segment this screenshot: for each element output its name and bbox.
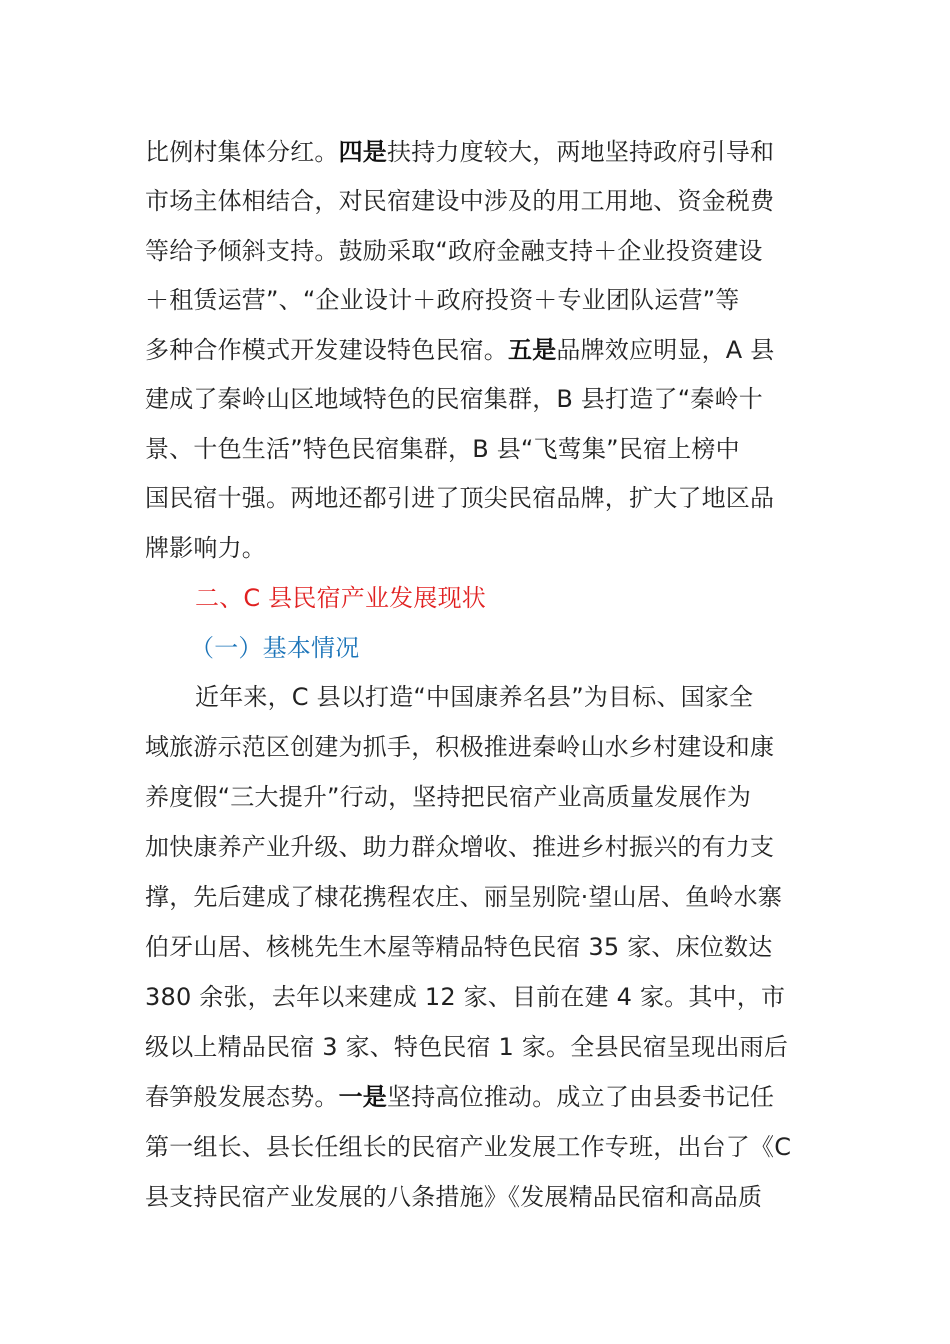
text-line: 比例村集体分红。四是扶持力度较大，两地坚持政府引导和 (145, 138, 775, 166)
text-line: 域旅游示范区创建为抓手，积极推进秦岭山水乡村建设和康 (145, 733, 775, 761)
text-line: 春笋般发展态势。一是坚持高位推动。成立了由县委书记任 (145, 1083, 775, 1111)
text-line: ＋租赁运营”、“企业设计＋政府投资＋专业团队运营”等 (145, 286, 740, 314)
text-line: 等给予倾斜支持。鼓励采取“政府金融支持＋企业投资建设 (145, 237, 763, 265)
text-line: 近年来，C 县以打造“中国康养名县”为目标、国家全 (195, 683, 754, 711)
section-heading: 二、C 县民宿产业发展现状 (195, 584, 486, 612)
text-line: 多种合作模式开发建设特色民宿。五是品牌效应明显，A 县 (145, 336, 775, 364)
bold-marker: 一是 (338, 1083, 388, 1111)
subsection-heading: （一）基本情况 (190, 634, 360, 662)
text-line: 伯牙山居、核桃先生木屋等精品特色民宿 35 家、床位数达 (145, 933, 773, 961)
text-line: 380 余张，去年以来建成 12 家、目前在建 4 家。其中，市 (145, 983, 786, 1011)
text-line: 第一组长、县长任组长的民宿产业发展工作专班，出台了《C (145, 1133, 792, 1161)
text-line: 景、十色生活”特色民宿集群，B 县“飞莺集”民宿上榜中 (145, 435, 740, 463)
bold-marker: 四是 (338, 138, 388, 166)
text-line: 牌影响力。 (145, 534, 266, 562)
text-line: 级以上精品民宿 3 家、特色民宿 1 家。全县民宿呈现出雨后 (145, 1033, 789, 1061)
text-line: 撑，先后建成了棣花携程农庄、丽呈别院·望山居、鱼岭水寨 (145, 883, 783, 911)
text-line: 市场主体相结合，对民宿建设中涉及的用工用地、资金税费 (145, 187, 775, 215)
text-line: 县支持民宿产业发展的八条措施》《发展精品民宿和高品质 (145, 1183, 763, 1211)
text-line: 加快康养产业升级、助力群众增收、推进乡村振兴的有力支 (145, 833, 775, 861)
text-line: 国民宿十强。两地还都引进了顶尖民宿品牌，扩大了地区品 (145, 484, 775, 512)
text-line: 养度假“三大提升”行动，坚持把民宿产业高质量发展作为 (145, 783, 752, 811)
text-line: 建成了秦岭山区地域特色的民宿集群，B 县打造了“秦岭十 (145, 385, 763, 413)
bold-marker: 五是 (508, 336, 557, 364)
